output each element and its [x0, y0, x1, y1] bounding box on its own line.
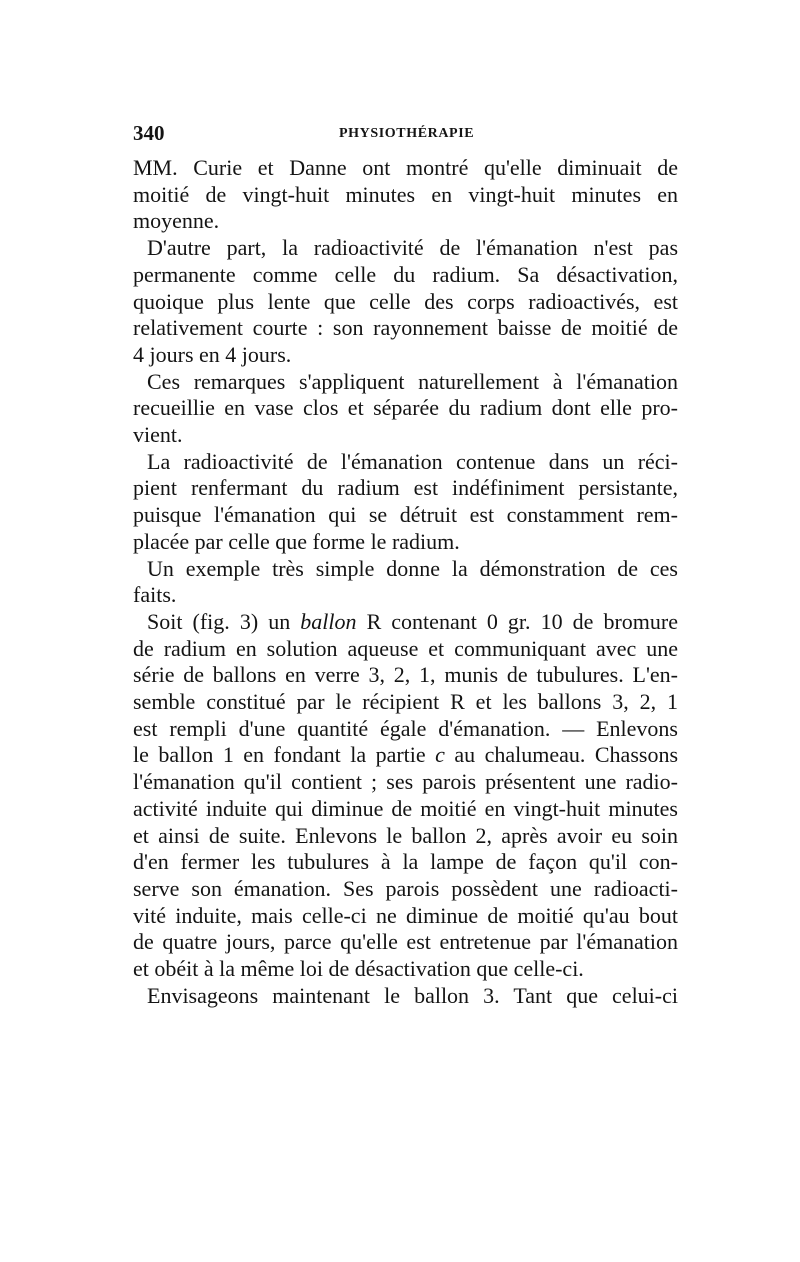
text-line: d'en fermer les tubulures à la lampe de façon qu'il con-	[133, 849, 678, 875]
running-title: PHYSIOTHÉRAPIE	[339, 126, 475, 141]
text-line: de quatre jours, parce qu'elle est entretenue par l'émanation	[133, 929, 678, 955]
text-line: placée par celle que forme le radium.	[133, 528, 460, 554]
text-line: moitié de vingt-huit minutes en vingt-huit minutes en	[133, 181, 678, 207]
italic-word: ballon	[300, 608, 357, 634]
text-line: vient.	[133, 422, 183, 448]
text-line: quoique plus lente que celle des corps radioactivés, est	[133, 288, 678, 314]
text-line: pient renfermant du radium est indéfiniment persistante,	[133, 475, 678, 501]
text-line: Envisageons maintenant le ballon 3. Tant que celui-ci	[147, 982, 678, 1008]
paragraph	[133, 235, 678, 369]
text-line: et obéit à la même loi de désactivation que celle-ci.	[133, 956, 584, 982]
text-line: relativement courte : son rayonnement baisse de moitié de	[133, 315, 678, 341]
text-line: permanente comme celle du radium. Sa désactivation,	[133, 261, 678, 287]
text-line: activité induite qui diminue de moitié en vingt-huit minutes	[133, 795, 678, 821]
text-line: et ainsi de suite. Enlevons le ballon 2, après avoir eu soin	[133, 822, 678, 848]
text-line: Soit (fig. 3) un ballon R contenant 0 gr. 10 de bromure	[147, 608, 678, 634]
paragraph	[133, 556, 678, 609]
text-line: puisque l'émanation qui se détruit est constamment rem-	[133, 502, 678, 528]
text-line: 4 jours en 4 jours.	[133, 341, 292, 367]
paragraph	[133, 983, 678, 1010]
body-text	[133, 155, 678, 1010]
text-line: moyenne.	[133, 208, 220, 234]
text-line: recueillie en vase clos et séparée du radium dont elle pro-	[133, 395, 678, 421]
paragraph	[133, 449, 678, 556]
paragraph	[133, 369, 678, 449]
text-line: l'émanation qu'il contient ; ses parois présentent une radio-	[133, 769, 678, 795]
text-line: faits.	[133, 582, 177, 608]
text-line: Un exemple très simple donne la démonstration de ces	[147, 555, 678, 581]
page-header	[133, 120, 681, 146]
text-line: serve son émanation. Ses parois possèdent une radioacti-	[133, 875, 678, 901]
text-line: semble constitué par le récipient R et les ballons 3, 2, 1	[133, 689, 678, 715]
paragraph	[133, 609, 678, 983]
text-line: MM. Curie et Danne ont montré qu'elle diminuait de	[133, 155, 678, 180]
text-line: le ballon 1 en fondant la partie c au chalumeau. Chassons	[133, 742, 679, 768]
page-number: 340	[133, 121, 165, 145]
text-line: D'autre part, la radioactivité de l'émanation n'est pas	[147, 235, 678, 261]
text-line: Ces remarques s'appliquent naturellement à l'émanation	[147, 368, 678, 394]
paragraph	[133, 155, 678, 235]
text-line: de radium en solution aqueuse et communiquant avec une	[133, 635, 678, 661]
text-line: série de ballons en verre 3, 2, 1, munis de tubulures. L'en-	[133, 662, 678, 688]
text-line: vité induite, mais celle-ci ne diminue de moitié qu'au bout	[133, 902, 678, 928]
text-line: est rempli d'une quantité égale d'émanation. — Enlevons	[133, 715, 678, 741]
italic-word: c	[435, 742, 445, 768]
text-line: La radioactivité de l'émanation contenue dans un réci-	[147, 448, 678, 474]
